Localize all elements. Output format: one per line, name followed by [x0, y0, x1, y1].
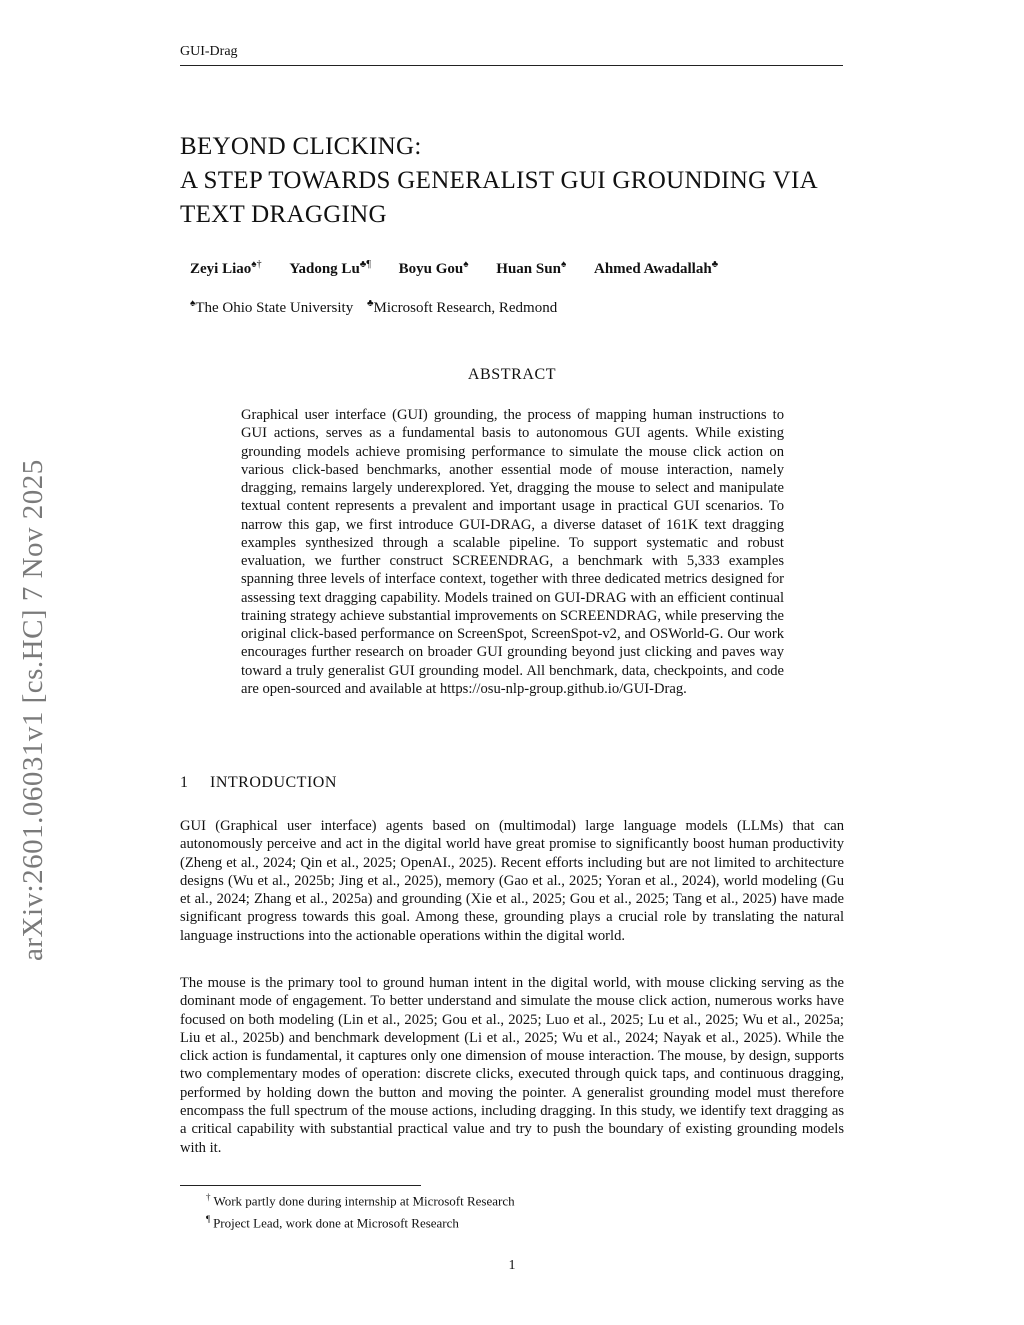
page-number: 1 [508, 1258, 516, 1273]
author: Ahmed Awadallah♣ [594, 259, 719, 277]
title-line-2: A STEP TOWARDS GENERALIST GUI GROUNDING VIA [180, 167, 818, 194]
running-head: GUI-Drag [180, 44, 238, 59]
footnote: ¶ Project Lead, work done at Microsoft Research [206, 1214, 459, 1231]
affiliation: ♠The Ohio State University [190, 298, 354, 316]
abstract-text: Graphical user interface (GUI) grounding, the process of mapping human instructions to GUI actions, serves as a fundamental basis to autonomous GUI agents. While existing grounding models achieve promising performance to simulate the mouse click action on various click-based benchmarks, another essential mode of mouse interaction, namely dragging, remains largely underexplored. Yet, dragging the mouse to select and manipulate textual content represents a prevalent and important usage in practical GUI scenarios. To narrow this gap, we first introduce GUI-DRAG, a diverse dataset of 161K text dragging examples synthesized through a scalable pipeline. To support systematic and robust evaluation, we further construct SCREENDRAG, a benchmark with 5,333 examples spanning three levels of interface context, together with three dedicated metrics designed for assessing text dragging capability. Models trained on GUI-DRAG with an efficient continual training strategy achieve substantial improvements on SCREENDRAG, while preserving the original click-based performance on ScreenSpot, ScreenSpot-v2, and OSWorld-G. Our work encourages further research on broader GUI grounding beyond just clicking and paves way toward a truly generalist GUI grounding model. All benchmark, data, checkpoints, and code are open-sourced and available at https://osu-nlp-group.github.io/GUI-Drag. [241, 407, 784, 697]
footnote-rule [180, 1185, 421, 1186]
affiliation-list [190, 298, 567, 317]
author: Huan Sun♠ [496, 259, 567, 277]
paper-title [180, 130, 860, 232]
section-number: 1 [180, 774, 189, 791]
author: Yadong Lu♣¶ [289, 259, 371, 277]
body-paragraph: The mouse is the primary tool to ground human intent in the digital world, with mouse clicking serving as the dominant mode of engagement. To better understand and simulate the mouse click action, numerous works have focused on both modeling (Lin et al., 2025; Gou et al., 2025; Luo et al., 2025; Lu et al., 2025; Wu et al., 2025a; Liu et al., 2025b) and benchmark development (Li et al., 2025; Wu et al., 2024; Nayak et al., 2025). While the click action is fundamental, it captures only one dimension of mouse interaction. The mouse, by design, supports two complementary modes of operation: discrete clicks, executed through quick taps, and continuous dragging, performed by holding down the button and moving the pointer. A generalist grounding model must therefore encompass the full spectrum of the mouse actions, including dragging. In this study, we identify text dragging as a critical capability with substantial practical value and try to push the boundary of existing grounding models with it. [180, 975, 844, 1156]
body-paragraph: GUI (Graphical user interface) agents based on (multimodal) large language models (LLMs) that can autonomously perceive and act in the digital world have great promise to significantly boost human productivity (Zheng et al., 2024; Qin et al., 2025; OpenAI., 2025). Recent efforts including but are not limited to architecture designs (Wu et al., 2025b; Jing et al., 2025), memory (Gao et al., 2025; Yoran et al., 2024), world modeling (Gu et al., 2024; Zhang et al., 2025a) and grounding (Xie et al., 2025; Gou et al., 2025; Tang et al., 2025) have made significant progress towards this goal. Among these, grounding plays a crucial role by translating the natural language instructions into the actionable operations within the digital world. [180, 818, 844, 944]
footnotes [206, 1188, 515, 1233]
author: Zeyi Liao♠† [190, 259, 262, 277]
author: Boyu Gou♠ [398, 259, 469, 277]
footnote: † Work partly done during internship at Microsoft Research [206, 1192, 515, 1209]
header-rule [180, 65, 843, 66]
arxiv-stamp: arXiv:2601.06031v1 [cs.HC] 7 Nov 2025 [17, 459, 49, 961]
author-list [190, 259, 742, 278]
abstract-heading: ABSTRACT [467, 366, 557, 383]
title-line-3: TEXT DRAGGING [180, 201, 387, 228]
section-heading [180, 774, 337, 792]
section-title: INTRODUCTION [210, 774, 337, 791]
title-line-1: BEYOND CLICKING: [180, 133, 422, 160]
affiliation: ♣Microsoft Research, Redmond [366, 298, 558, 316]
